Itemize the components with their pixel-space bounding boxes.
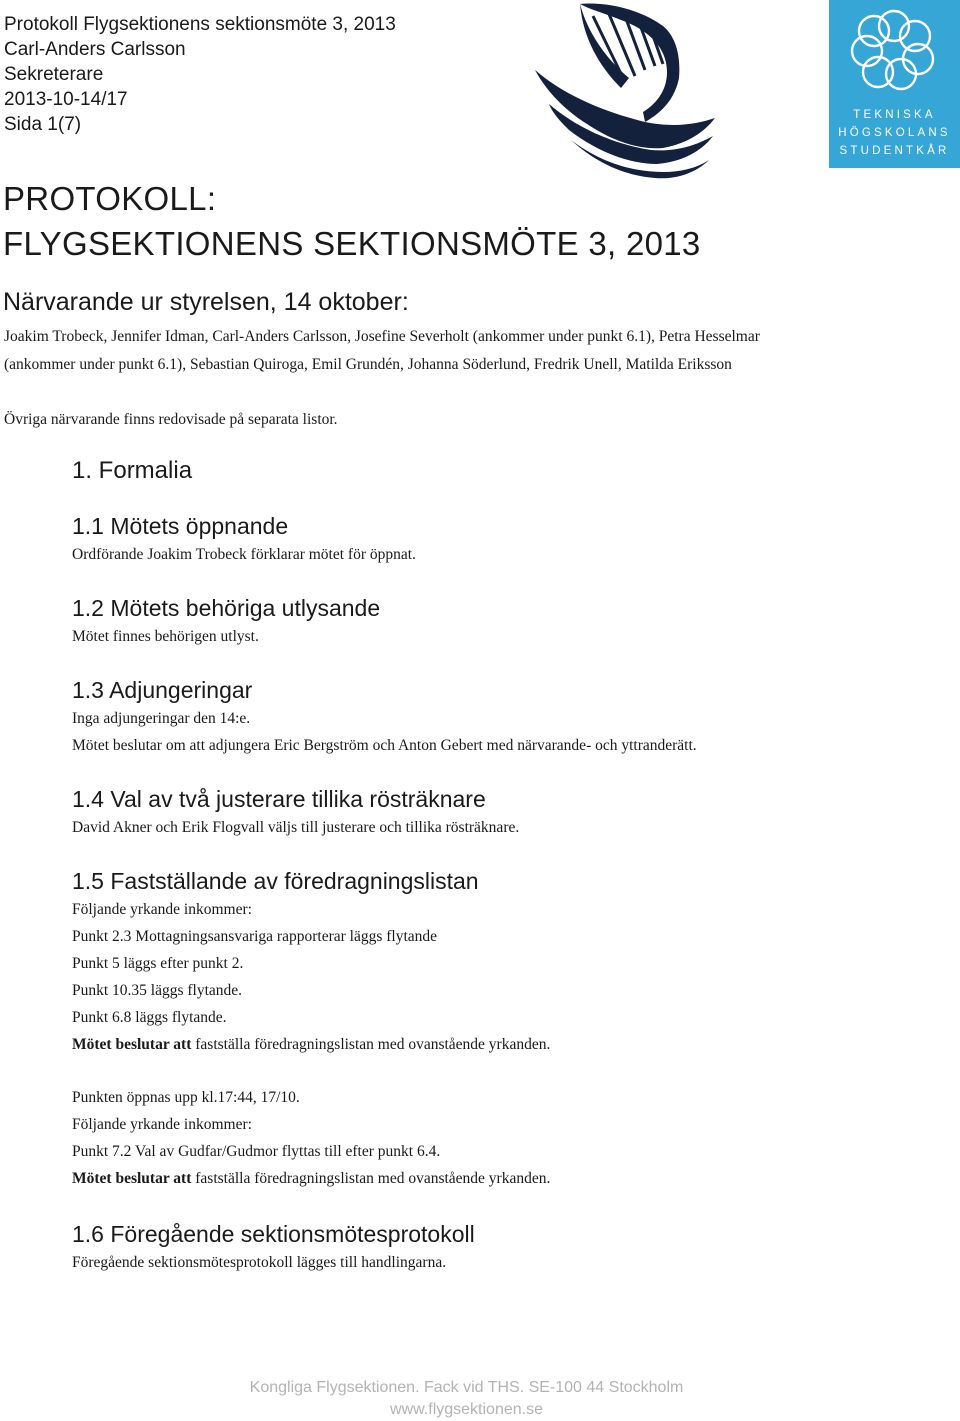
text-1-3-a: Inga adjungeringar den 14:e. xyxy=(72,710,251,727)
heading-1-4: 1.4 Val av två justerare tillika rösträknare xyxy=(72,786,486,812)
meta-author: Carl-Anders Carlsson xyxy=(4,39,186,60)
heading-1-6: 1.6 Föregående sektionsmötesprotokoll xyxy=(72,1221,475,1247)
title-line-1: PROTOKOLL: xyxy=(3,180,217,217)
ths-word-1: TEKNISKA xyxy=(853,109,936,121)
others-present: Övriga närvarande finns redovisade på separata listor. xyxy=(4,411,338,428)
meta-title: Protokoll Flygsektionens sektionsmöte 3, 2013 xyxy=(4,14,396,35)
footer-website: www.flygsektionen.se xyxy=(390,1401,543,1418)
document-title xyxy=(3,176,701,266)
text-1-5-decision-2 xyxy=(72,1165,550,1192)
ths-logo xyxy=(829,0,960,168)
text-1-3-b: Mötet beslutar om att adjungera Eric Bergström och Anton Gebert med närvarande- och yttranderätt. xyxy=(72,737,697,754)
heading-1-2: 1.2 Mötets behöriga utlysande xyxy=(72,595,381,621)
title-line-2: FLYGSEKTIONENS SEKTIONSMÖTE 3, 2013 xyxy=(3,225,701,262)
text-1-1: Ordförande Joakim Trobeck förklarar mötet för öppnat. xyxy=(72,546,416,563)
text-1-5-l1: Följande yrkande inkommer: xyxy=(72,901,252,918)
document-meta xyxy=(4,12,396,137)
present-line-1: Joakim Trobeck, Jennifer Idman, Carl-Anders Carlsson, Josefine Severholt (ankommer under punkt 6.1), Petra Hesselmar xyxy=(4,328,760,345)
text-1-5-l9: Punkt 7.2 Val av Gudfar/Gudmor flyttas till efter punkt 6.4. xyxy=(72,1143,441,1160)
meta-date: 2013-10-14/17 xyxy=(4,89,128,110)
ths-word-3: STUDENTKÅR xyxy=(839,145,950,157)
text-1-4: David Akner och Erik Flogvall väljs till justerare och tillika rösträknare. xyxy=(72,819,520,836)
decision-rest-1: fastställa föredragningslistan med ovanstående yrkanden. xyxy=(191,1036,551,1053)
text-1-5-l2: Punkt 2.3 Mottagningsansvariga rapporterar läggs flytande xyxy=(72,928,438,945)
decision-bold-1: Mötet beslutar att xyxy=(72,1036,192,1053)
text-1-6: Föregående sektionsmötesprotokoll lägges till handlingarna. xyxy=(72,1254,447,1271)
decision-bold-2: Mötet beslutar att xyxy=(72,1170,192,1187)
ths-word-2: HÖGSKOLANS xyxy=(838,127,951,139)
text-1-5-l3: Punkt 5 läggs efter punkt 2. xyxy=(72,955,244,972)
heading-1-3: 1.3 Adjungeringar xyxy=(72,677,253,703)
present-line-2: (ankommer under punkt 6.1), Sebastian Quiroga, Emil Grundén, Johanna Söderlund, Fredrik Unell, Matilda Eriksson xyxy=(4,356,732,373)
flygsektionen-logo xyxy=(525,0,720,180)
meta-role: Sekreterare xyxy=(4,64,104,85)
decision-rest-2: fastställa föredragningslistan med ovanstående yrkanden. xyxy=(191,1170,551,1187)
section-heading-formalia: 1. Formalia xyxy=(72,457,193,484)
text-1-2: Mötet finnes behörigen utlyst. xyxy=(72,628,259,645)
heading-1-5: 1.5 Fastställande av föredragningslistan xyxy=(72,868,479,894)
heading-1-1: 1.1 Mötets öppnande xyxy=(72,513,289,539)
text-1-5-l4: Punkt 10.35 läggs flytande. xyxy=(72,982,243,999)
text-1-5-l7: Punkten öppnas upp kl.17:44, 17/10. xyxy=(72,1089,300,1106)
text-1-5-l8: Följande yrkande inkommer: xyxy=(72,1116,252,1133)
meta-page: Sida 1(7) xyxy=(4,114,82,135)
text-1-5-decision-1 xyxy=(72,1031,550,1058)
footer-address: Kongliga Flygsektionen. Fack vid THS. SE-100 44 Stockholm xyxy=(249,1379,684,1396)
present-heading: Närvarande ur styrelsen, 14 oktober: xyxy=(3,288,409,316)
text-1-5-l5: Punkt 6.8 läggs flytande. xyxy=(72,1009,227,1026)
ths-rings-icon xyxy=(829,0,960,100)
